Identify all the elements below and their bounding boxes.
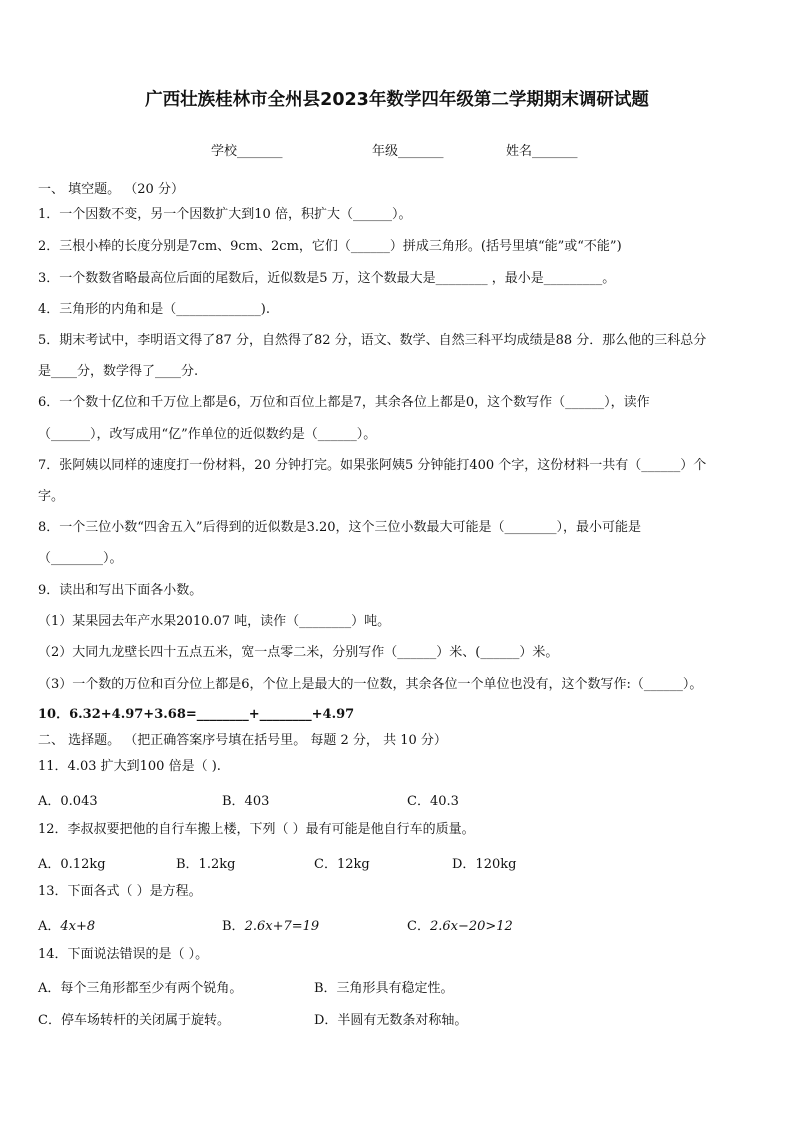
question-9-part-3: （3）一个数的万位和百分位上都是6，个位上是最大的一位数，其余各位一个单位也没有，这个数写作:（______）。 [38, 677, 703, 692]
q12-option-c: C．12kg [314, 857, 370, 872]
question-9: 9．读出和写出下面各小数。 [38, 583, 203, 598]
question-8-line-1: 8．一个三位小数“四舍五入”后得到的近似数是3.20，这个三位小数最大可能是（________），最小可能是 [38, 520, 642, 535]
question-4: 4．三角形的内角和是（_____________). [38, 302, 270, 317]
q13-option-a-expression: 4x+8 [60, 919, 96, 934]
q13-option-b [222, 915, 319, 934]
question-8-line-2: （________）。 [38, 551, 123, 566]
q13-option-c-letter: C． [407, 919, 430, 934]
question-14: 14．下面说法错误的是（ ）。 [38, 947, 209, 962]
question-3: 3．一个数数省略最高位后面的尾数后，近似数是5 万，这个数最大是________ ，最小是_________。 [38, 271, 616, 286]
q12-option-d: D．120kg [452, 857, 517, 872]
question-2: 2．三根小棒的长度分别是7cm、9cm、2cm，它们（______）拼成三角形。(括号里填“能”或“不能”) [38, 239, 622, 254]
q13-option-a-letter: A． [38, 919, 61, 934]
question-7-line-1: 7．张阿姨以同样的速度打一份材料，20 分钟打完。如果张阿姨5 分钟能打400 个字，这份材料一共有（______）个 [38, 458, 707, 473]
question-7-line-2: 字。 [38, 489, 65, 504]
q11-option-b: B．403 [222, 794, 270, 809]
question-10: 10．6.32+4.97+3.68=________+________+4.97 [38, 707, 355, 722]
question-12: 12．李叔叔要把他的自行车搬上楼，下列（ ）最有可能是他自行车的质量。 [38, 822, 475, 837]
question-6-line-1: 6．一个数十亿位和千万位上都是6，万位和百位上都是7，其余各位上都是0，这个数写作（______），读作 [38, 395, 650, 410]
q12-option-a: A．0.12kg [38, 857, 106, 872]
question-13: 13．下面各式（ ）是方程。 [38, 884, 202, 899]
question-1: 1．一个因数不变，另一个因数扩大到10 倍，积扩大（______）。 [38, 207, 412, 222]
question-6-line-2: （______），改写成用“亿”作单位的近似数约是（______）。 [38, 427, 377, 442]
question-9-part-1: （1）某果园去年产水果2010.07 吨，读作（________）吨。 [38, 614, 391, 629]
page-title: 广西壮族桂林市全州县2023年数学四年级第二学期期末调研试题 [145, 90, 649, 110]
q12-option-b: B．1.2kg [176, 857, 236, 872]
q14-option-c: C．停车场转杆的关闭属于旋转。 [38, 1013, 230, 1028]
name-field: 姓名_______ [506, 144, 578, 159]
q13-option-b-letter: B． [222, 919, 245, 934]
section-choice-heading: 二、 选择题。 （把正确答案序号填在括号里。 每题 2 分， 共 10 分） [38, 733, 447, 748]
question-9-part-2: （2）大同九龙壁长四十五点五米，宽一点零二米，分别写作（______）米、(______）米。 [38, 645, 559, 660]
question-5-line-2: 是____分，数学得了____分. [38, 364, 199, 379]
grade-field: 年级_______ [372, 144, 444, 159]
q13-option-a [38, 915, 95, 934]
q14-option-d: D．半圆有无数条对称轴。 [314, 1013, 468, 1028]
q14-option-a: A．每个三角形都至少有两个锐角。 [38, 981, 243, 996]
q13-option-c-expression: 2.6x−20>12 [429, 919, 513, 934]
question-11: 11．4.03 扩大到100 倍是（ ). [38, 759, 221, 774]
q13-option-b-expression: 2.6x+7=19 [244, 919, 320, 934]
q11-option-a: A．0.043 [38, 794, 98, 809]
q11-option-c: C．40.3 [407, 794, 459, 809]
section-fill-blank-heading: 一、 填空题。 （20 分） [38, 182, 184, 197]
q14-option-b: B．三角形具有稳定性。 [314, 981, 454, 996]
school-field: 学校_______ [211, 144, 283, 159]
q13-option-c [407, 915, 513, 934]
question-5-line-1: 5．期末考试中，李明语文得了87 分，自然得了82 分，语文、数学、自然三科平均成绩是88 分．那么他的三科总分 [38, 333, 707, 348]
